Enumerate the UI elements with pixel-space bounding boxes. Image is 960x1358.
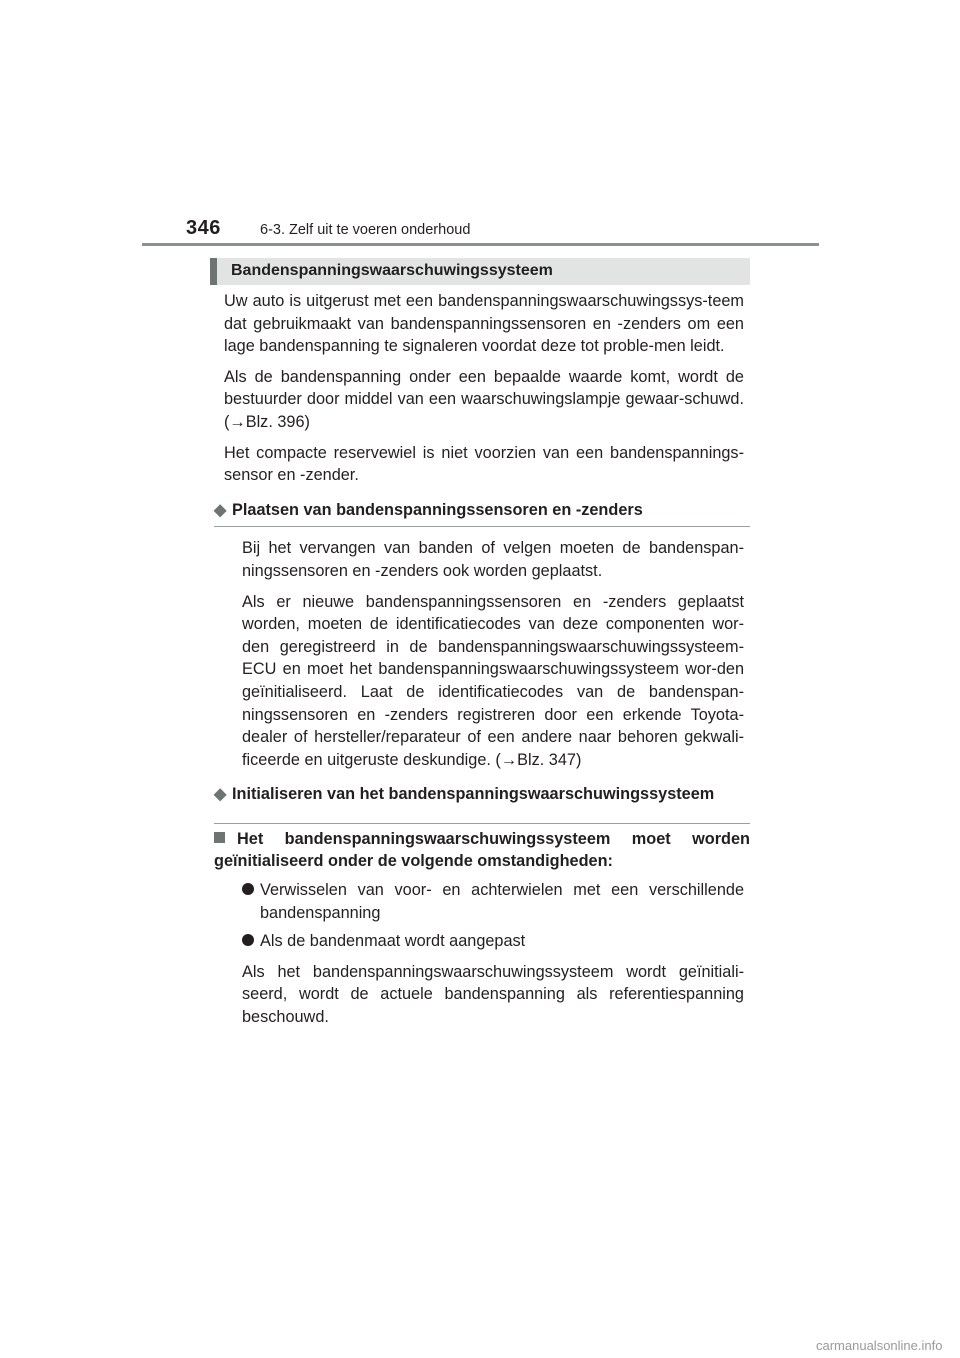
- main-content: [214, 290, 750, 1037]
- watermark: carmanualsonline.info: [816, 1338, 943, 1353]
- list-item-text: Verwisselen van voor- en achterwielen met een verschillende bandenspanning: [260, 881, 744, 922]
- square-bullet-icon: [214, 832, 225, 843]
- subheading-initialize: [214, 783, 750, 811]
- list-item: [242, 930, 744, 953]
- section-heading-box: [210, 258, 750, 285]
- list-item-text: Als de bandenmaat wordt aangepast: [260, 932, 526, 951]
- diamond-icon: ◆: [214, 501, 227, 519]
- bullet-icon: [242, 934, 254, 946]
- header-divider: [142, 243, 819, 246]
- bullet-icon: [242, 883, 254, 895]
- section-title: Bandenspanningswaarschuwingssysteem: [231, 262, 553, 279]
- subheading-sensors: [214, 499, 750, 528]
- sensors-body: [242, 537, 744, 771]
- conditions-heading: [214, 823, 750, 873]
- sensors-paragraph-2: Als er nieuwe bandenspanningssensoren en -zenders geplaatst worden, moeten de identificatiecodes van deze componenten wor-den geregistreerd in de bandenspanningswaarschuwingssysteem-ECU en moet het bandenspanningswaarschuwingssysteem wor-den geïnitialiseerd. Laat de identificatiecodes van de bandenspan-ningssensoren en -zenders registreren door een erkende Toyota-dealer of hersteller/reparateur of een andere naar behoren gekwali-ficeerde en uitgeruste deskundige. (→Blz. 347): [242, 592, 744, 769]
- intro-paragraph-1: Uw auto is uitgerust met een bandenspanningswaarschuwingssys-teem dat gebruikmaakt van bandenspanningssensoren en -zenders om een lage bandenspanning te signaleren voordat deze tot proble-men leidt.: [224, 292, 744, 356]
- intro-paragraph-2: Als de bandenspanning onder een bepaalde waarde komt, wordt de bestuurder door middel van een waarschuwingslampje gewaar-schuwd. (→Blz. 396): [224, 367, 744, 431]
- conditions-list: [242, 879, 744, 1029]
- subheading-sensors-text: Plaatsen van bandenspanningssensoren en -zenders: [232, 500, 643, 519]
- subheading-initialize-text: Initialiseren van het bandenspanningswaarschuwingssysteem: [232, 785, 715, 804]
- sensors-paragraph-1: Bij het vervangen van banden of velgen moeten de bandenspan-ningssensoren en -zenders ook worden geplaatst.: [242, 539, 744, 580]
- list-item: [242, 879, 744, 924]
- diamond-icon: ◆: [214, 786, 227, 804]
- intro-paragraph-3: Het compacte reservewiel is niet voorzien van een bandenspannings-sensor en -zender.: [224, 443, 744, 485]
- page-number: 346: [186, 217, 221, 239]
- conditions-note: Als het bandenspanningswaarschuwingssysteem wordt geïnitiali-seerd, wordt de actuele bandenspanning als referentiespanning beschouwd.: [242, 962, 744, 1027]
- chapter-title: 6-3. Zelf uit te voeren onderhoud: [260, 222, 471, 238]
- conditions-heading-text: Het bandenspanningswaarschuwingssysteem moet worden geïnitialiseerd onder de volgende omstandigheden:: [214, 829, 750, 871]
- page-header: [0, 0, 960, 250]
